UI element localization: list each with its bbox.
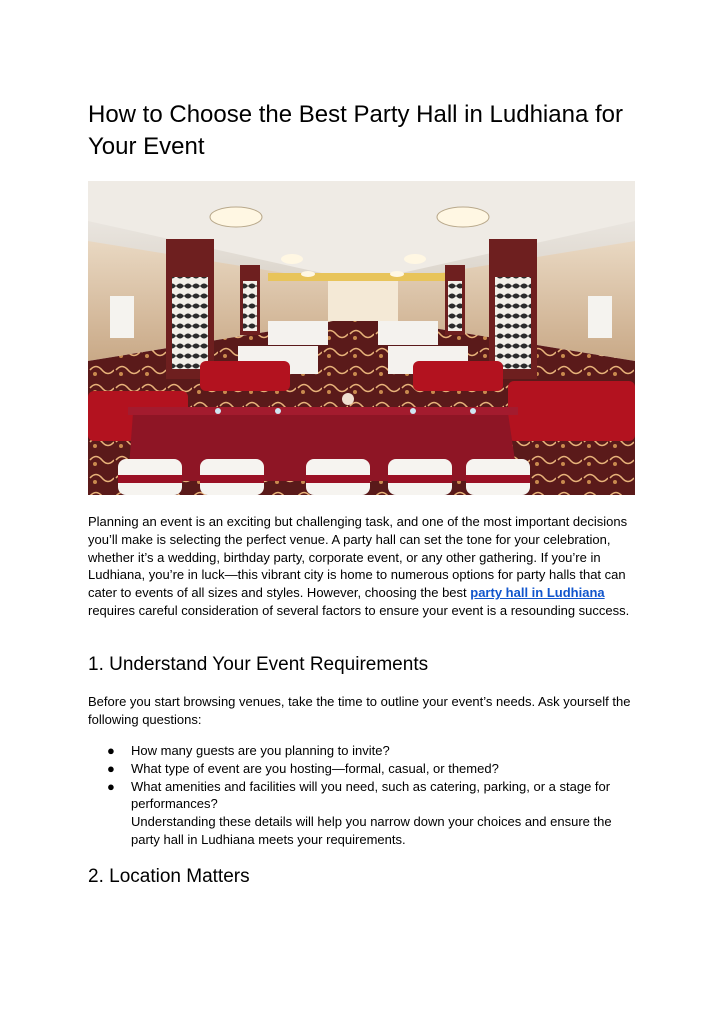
- list-item: [88, 742, 636, 760]
- section-heading-location: 2. Location Matters: [88, 866, 250, 887]
- followup-text: Understanding these details will help you narrow down your choices and ensure the party hall in Ludhiana meets your requirements.: [131, 814, 612, 847]
- questions-list: [88, 742, 636, 849]
- intro-paragraph: [88, 513, 636, 620]
- list-item: [88, 778, 636, 814]
- requirements-paragraph: Before you start browsing venues, take the time to outline your event’s needs. Ask yourself the following questions:: [88, 694, 631, 727]
- bullet-icon: ●: [107, 778, 115, 794]
- page-title: How to Choose the Best Party Hall in Ludhiana for Your Event: [88, 101, 623, 160]
- intro-text: Planning an event is an exciting but challenging task, and one of the most important decisions you’ll make is selecting the perfect venue. A party hall can set the tone for your celebration, whether it’s a wedding, birthday party, corporate event, or any other gathering. If you’re in Ludhiana, you’re in luck—this vibrant city is home to numerous options for party halls that can cater to events of all sizes and styles. However, choosing the best: [88, 514, 628, 601]
- section-heading-requirements: 1. Understand Your Event Requirements: [88, 654, 429, 675]
- banquet-hall-image: [88, 181, 635, 495]
- list-item-text: How many guests are you planning to invite?: [131, 743, 390, 758]
- list-item-text: What amenities and facilities will you need, such as catering, parking, or a stage for performances?: [131, 778, 611, 812]
- intro-text-end: requires careful consideration of several factors to ensure your event is a resounding success.: [88, 602, 630, 618]
- banquet-hall-photo-icon: [88, 181, 635, 495]
- bullet-icon: ●: [107, 743, 115, 758]
- bullet-icon: ●: [107, 760, 115, 776]
- list-item-text: What type of event are you hosting—formal, casual, or themed?: [131, 760, 499, 776]
- list-item: [88, 760, 636, 778]
- party-hall-link[interactable]: party hall in Ludhiana: [470, 585, 605, 601]
